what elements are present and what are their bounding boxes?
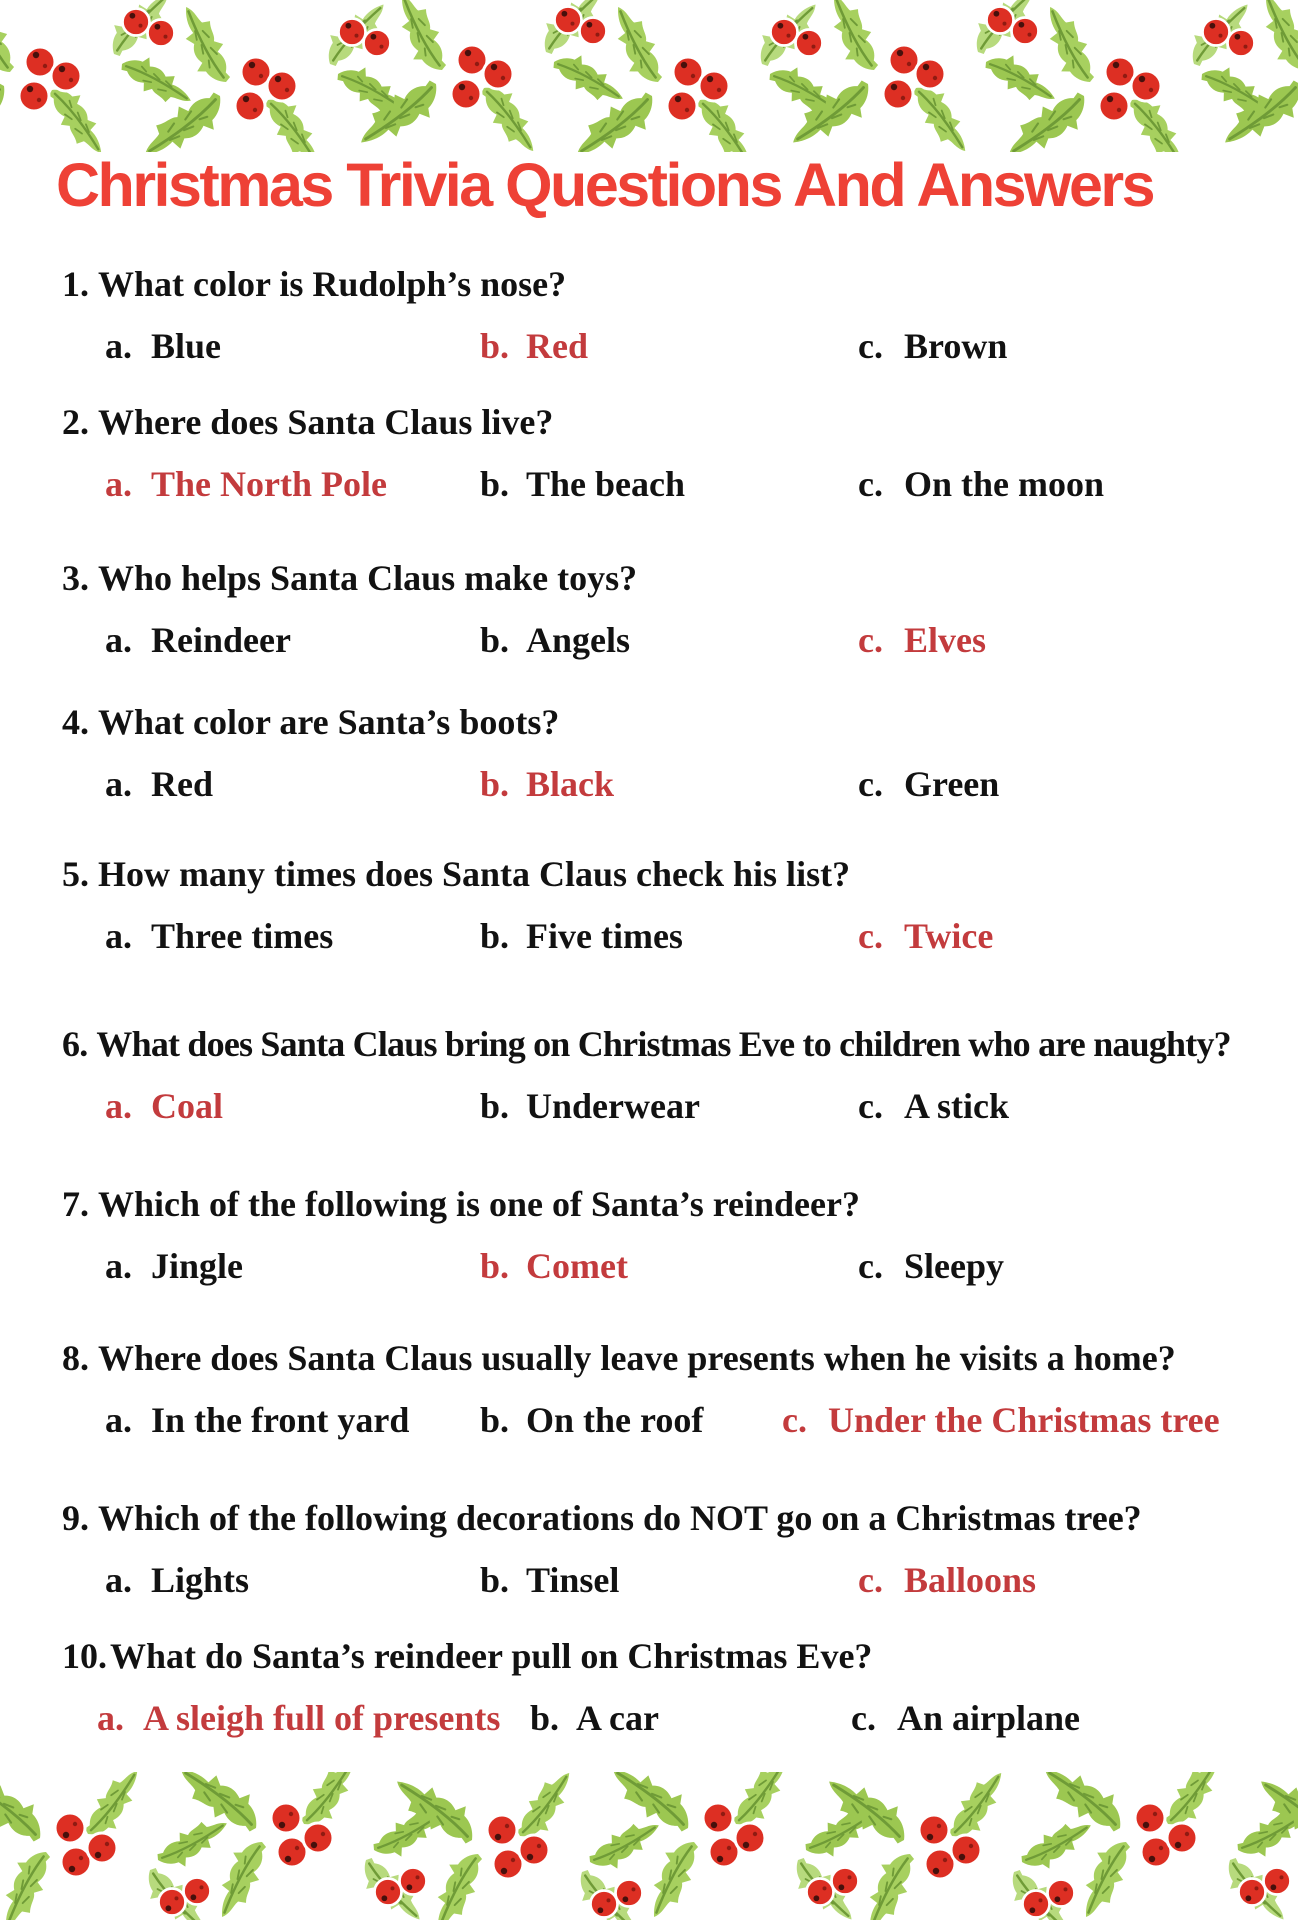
option-text: Red	[526, 326, 588, 366]
option-c	[782, 1398, 1220, 1442]
option-text: Blue	[151, 326, 222, 366]
question-line	[62, 1182, 860, 1226]
option-a	[105, 1398, 409, 1442]
option-b	[480, 1244, 628, 1288]
question-line	[62, 556, 637, 600]
option-b	[480, 618, 630, 662]
option-letter: c.	[858, 1246, 883, 1286]
option-letter: b.	[480, 1400, 510, 1440]
question-line	[62, 1634, 872, 1678]
question-number: 9.	[62, 1498, 89, 1538]
question-number: 8.	[62, 1338, 89, 1378]
option-a	[105, 324, 221, 368]
option-text: Tinsel	[526, 1560, 620, 1600]
option-text: A car	[576, 1698, 659, 1738]
question-text: What does Santa Claus bring on Christmas Eve to children who are naughty?	[96, 1024, 1231, 1064]
option-letter: b.	[480, 916, 510, 956]
option-text: Elves	[904, 620, 987, 660]
question-line	[62, 1496, 1142, 1540]
option-letter: a.	[97, 1698, 124, 1738]
option-letter: b.	[530, 1698, 560, 1738]
question-text: What do Santa’s reindeer pull on Christmas Eve?	[110, 1636, 873, 1676]
question-number: 3.	[62, 558, 89, 598]
question-line	[62, 1336, 1176, 1380]
question-text: Where does Santa Claus usually leave presents when he visits a home?	[98, 1338, 1176, 1378]
question-block-7	[0, 1182, 1298, 1294]
option-letter: a.	[105, 326, 132, 366]
question-number: 7.	[62, 1184, 89, 1224]
option-text: Sleepy	[904, 1246, 1005, 1286]
option-letter: a.	[105, 764, 132, 804]
option-a	[105, 618, 291, 662]
option-c	[858, 462, 1104, 506]
option-text: Black	[526, 764, 615, 804]
option-c	[858, 1244, 1004, 1288]
option-b	[480, 462, 685, 506]
option-b	[480, 914, 683, 958]
option-letter: c.	[851, 1698, 876, 1738]
question-line	[62, 262, 566, 306]
option-letter: b.	[480, 1086, 510, 1126]
option-text: Balloons	[904, 1560, 1037, 1600]
option-letter: c.	[782, 1400, 807, 1440]
option-text: Red	[151, 764, 213, 804]
option-c	[858, 1084, 1009, 1128]
question-number: 10.	[62, 1636, 107, 1676]
option-text: On the roof	[526, 1400, 704, 1440]
question-line	[62, 1022, 1231, 1066]
option-b	[530, 1696, 659, 1740]
question-line	[62, 700, 559, 744]
question-number: 6.	[62, 1024, 88, 1064]
question-line	[62, 400, 553, 444]
option-letter: b.	[480, 1246, 510, 1286]
option-letter: b.	[480, 464, 510, 504]
question-text: Which of the following decorations do NOT go on a Christmas tree?	[98, 1498, 1142, 1538]
question-block-1	[0, 262, 1298, 374]
question-text: How many times does Santa Claus check his list?	[98, 854, 851, 894]
option-letter: c.	[858, 916, 883, 956]
question-block-10	[0, 1634, 1298, 1746]
holly-garland-top-icon	[0, 0, 1298, 152]
option-letter: a.	[105, 1246, 132, 1286]
option-a	[105, 762, 213, 806]
option-letter: c.	[858, 620, 883, 660]
option-letter: a.	[105, 1560, 132, 1600]
question-block-3	[0, 556, 1298, 668]
option-letter: c.	[858, 764, 883, 804]
option-text: The North Pole	[151, 464, 387, 504]
question-number: 1.	[62, 264, 89, 304]
option-a	[105, 914, 333, 958]
option-text: Comet	[526, 1246, 628, 1286]
question-number: 4.	[62, 702, 89, 742]
option-letter: a.	[105, 916, 132, 956]
option-text: Brown	[904, 326, 1008, 366]
question-text: What color is Rudolph’s nose?	[98, 264, 567, 304]
option-b	[480, 1398, 703, 1442]
option-a	[105, 1558, 249, 1602]
option-text: An airplane	[897, 1698, 1081, 1738]
option-letter: b.	[480, 1560, 510, 1600]
page-title: Christmas Trivia Questions And Answers	[56, 151, 1154, 219]
option-text: Underwear	[526, 1086, 700, 1126]
option-c	[851, 1696, 1080, 1740]
option-letter: a.	[105, 1086, 132, 1126]
question-block-9	[0, 1496, 1298, 1608]
question-block-5	[0, 852, 1298, 964]
option-text: Jingle	[151, 1246, 244, 1286]
option-text: Five times	[526, 916, 683, 956]
option-text: Under the Christmas tree	[828, 1400, 1220, 1440]
question-text: Which of the following is one of Santa’s reindeer?	[98, 1184, 860, 1224]
option-letter: a.	[105, 620, 132, 660]
option-c	[858, 618, 986, 662]
option-letter: c.	[858, 464, 883, 504]
option-text: Green	[904, 764, 1000, 804]
question-text: What color are Santa’s boots?	[98, 702, 560, 742]
question-number: 5.	[62, 854, 89, 894]
option-c	[858, 914, 993, 958]
question-block-2	[0, 400, 1298, 512]
option-text: Angels	[526, 620, 631, 660]
question-block-6	[0, 1022, 1298, 1134]
question-line	[62, 852, 850, 896]
option-letter: c.	[858, 1086, 883, 1126]
question-block-4	[0, 700, 1298, 812]
option-text: Lights	[151, 1560, 250, 1600]
option-b	[480, 1558, 619, 1602]
option-text: Three times	[151, 916, 334, 956]
option-letter: b.	[480, 620, 510, 660]
option-letter: c.	[858, 1560, 883, 1600]
question-block-8	[0, 1336, 1298, 1448]
option-letter: a.	[105, 1400, 132, 1440]
holly-garland-bottom-icon	[0, 1772, 1298, 1920]
question-text: Who helps Santa Claus make toys?	[98, 558, 638, 598]
option-a	[105, 1084, 223, 1128]
option-a	[105, 462, 387, 506]
option-c	[858, 1558, 1036, 1602]
option-b	[480, 1084, 700, 1128]
option-letter: b.	[480, 326, 510, 366]
option-letter: b.	[480, 764, 510, 804]
option-b	[480, 762, 614, 806]
option-text: Coal	[151, 1086, 223, 1126]
option-a	[97, 1696, 500, 1740]
option-letter: a.	[105, 464, 132, 504]
option-text: A stick	[904, 1086, 1010, 1126]
option-letter: c.	[858, 326, 883, 366]
option-a	[105, 1244, 243, 1288]
question-text: Where does Santa Claus live?	[98, 402, 554, 442]
option-text: On the moon	[904, 464, 1105, 504]
option-text: In the front yard	[151, 1400, 410, 1440]
question-number: 2.	[62, 402, 89, 442]
option-c	[858, 324, 1007, 368]
option-b	[480, 324, 588, 368]
option-text: The beach	[526, 464, 686, 504]
option-text: Twice	[904, 916, 994, 956]
option-text: Reindeer	[151, 620, 291, 660]
option-text: A sleigh full of presents	[143, 1698, 501, 1738]
option-c	[858, 762, 999, 806]
